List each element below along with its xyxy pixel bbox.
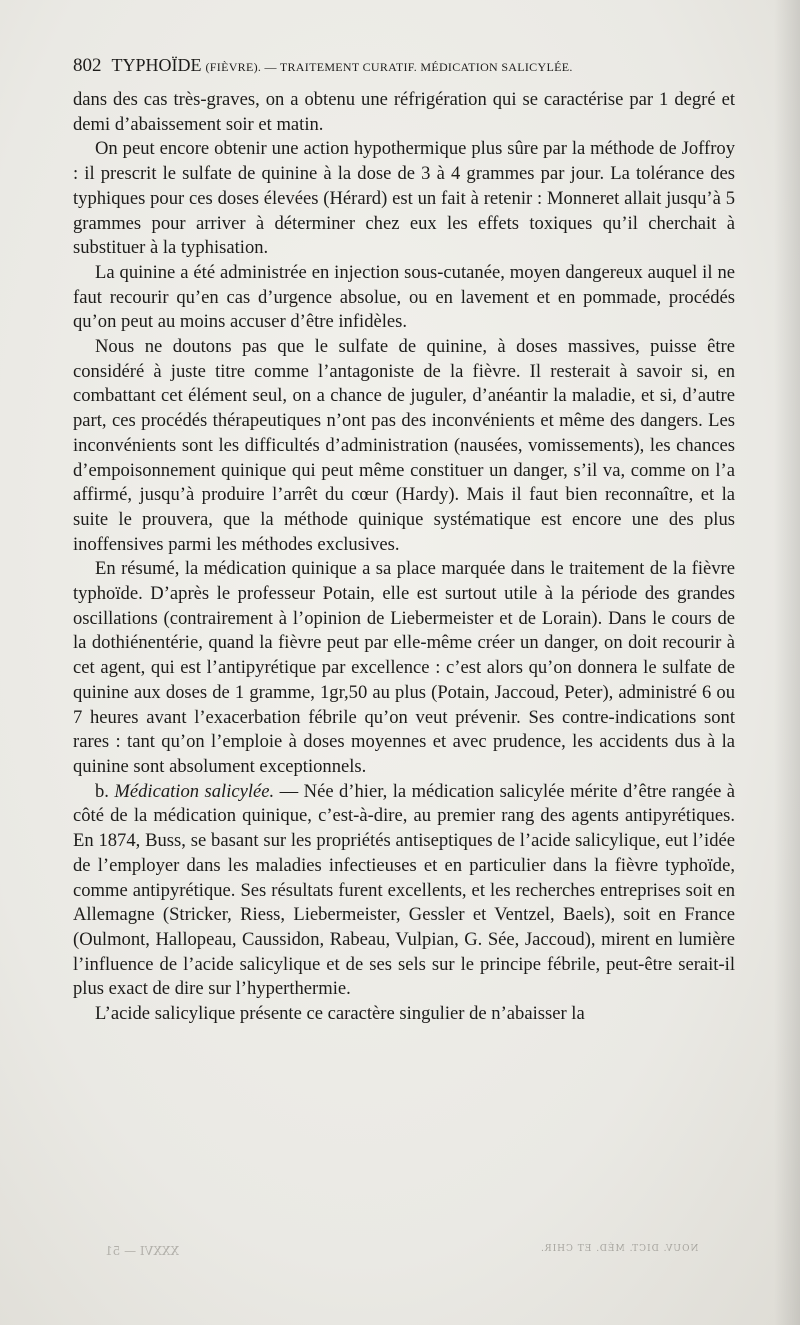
running-title: TYPHOÏDE <box>111 55 202 75</box>
page-number: 802 <box>73 55 102 76</box>
bleed-through-right: NOUV. DICT. MÉD. ET CHIR. <box>540 1244 699 1254</box>
section-b-title: Médication salicylée. <box>114 780 275 802</box>
paragraph-injection: La quinine a été administrée en injection sous-cutanée, moyen dangereux auquel il ne faut recourir qu’en cas d’urgence absolue, ou en lavement et en pommade, procédés qu’on peut au moins accuser d’être infidèles. <box>73 261 735 333</box>
running-header <box>73 55 733 77</box>
paragraph-summary: En résumé, la médication quinique a sa place marquée dans le traitement de la fièvre typhoïde. D’après le professeur Potain, elle est surtout utile à la période des grandes oscillations (contrairement à l’opinion de Liebermeister et de Lorain). Dans le cours de la dothiénentérie, quand la fièvre peut par elle-même créer un danger, on doit recourir à cet agent, qui est l’antipyrétique par excellence : c’est alors qu’on donnera le sulfate de quinine aux doses de 1 gramme, 1gr,50 au plus (Potain, Jaccoud, Peter), administré 6 ou 7 heures avant l’exacerbation fébrile qu’on veut prévenir. Ses contre-indications sont rares : tant qu’on l’emploie à doses moyennes et avec prudence, les accidents dus à la quinine sont absolument exceptionnels. <box>73 558 735 777</box>
paragraph-quinine-antagonist: Nous ne doutons pas que le sulfate de quinine, à doses massives, puisse être considéré à juste titre comme l’antagoniste de la fièvre. Il resterait à savoir si, en combattant cet élément seul, on a chance de juguler, d’anéantir la maladie, et si, d’autre part, ces procédés thérapeutiques n’ont pas des inconvénients et même des dangers. Les inconvénients sont les difficultés d’administration (nausées, vomissements), les chances d’empoisonnement quinique qui peut même constituer un danger, s’il va, comme on l’a affirmé, jusqu’à produire l’arrêt du cœur (Hardy). Mais il faut bien reconnaître, et la suite le prouvera, que la méthode quinique systématique est encore une des plus inoffensives parmi les méthodes exclusives. <box>73 336 735 555</box>
running-subtitle: (FIÈVRE). — TRAITEMENT CURATIF. MÉDICATION SALICYLÉE. <box>205 60 573 74</box>
bleed-through-left: XXXVI — 51 <box>105 1244 179 1258</box>
body-text <box>73 88 735 1027</box>
section-b-text: — Née d’hier, la médication salicylée mérite d’être rangée à côté de la médication quinique, c’est-à-dire, au premier rang des agents antipyrétiques. En 1874, Buss, se basant sur les propriétés antiseptiques de l’acide salicylique, eut l’idée de l’employer dans les maladies infectieuses et en particulier dans la fièvre typhoïde, comme antipyrétique. Ses résultats furent excellents, et les recherches entreprises soit en Allemagne (Stricker, Riess, Liebermeister, Gessler et Ventzel, Baels), soit en France (Oulmont, Hallopeau, Caussidon, Rabeau, Vulpian, G. Sée, Jaccoud), mirent en lumière l’influence de l’acide salicylique et de ses sels sur le principe fébrile, peut-être serait-il plus exact de dire sur l’hyperthermie. <box>73 780 735 1000</box>
paragraph-last: L’acide salicylique présente ce caractère singulier de n’abaisser la <box>95 1003 585 1025</box>
section-b-label: b. <box>95 780 109 802</box>
paragraph-continued: dans des cas très-graves, on a obtenu une réfrigération qui se caractérise par 1 degré et demi d’abaissement soir et matin. <box>73 89 735 135</box>
section-b-salicylee <box>73 780 735 1002</box>
page-edge-shadow <box>774 0 800 1325</box>
paragraph-joffroy-method: On peut encore obtenir une action hypothermique plus sûre par la méthode de Joffroy : il prescrit le sulfate de quinine à la dose de 3 à 4 grammes par jour. La tolérance des typhiques pour ces doses élevées (Hérard) est un fait à retenir : Monneret allait jusqu’à 5 grammes pour arriver à déterminer chez eux les effets toxiques qu’il cherchait à substituer à la typhisation. <box>73 138 735 259</box>
